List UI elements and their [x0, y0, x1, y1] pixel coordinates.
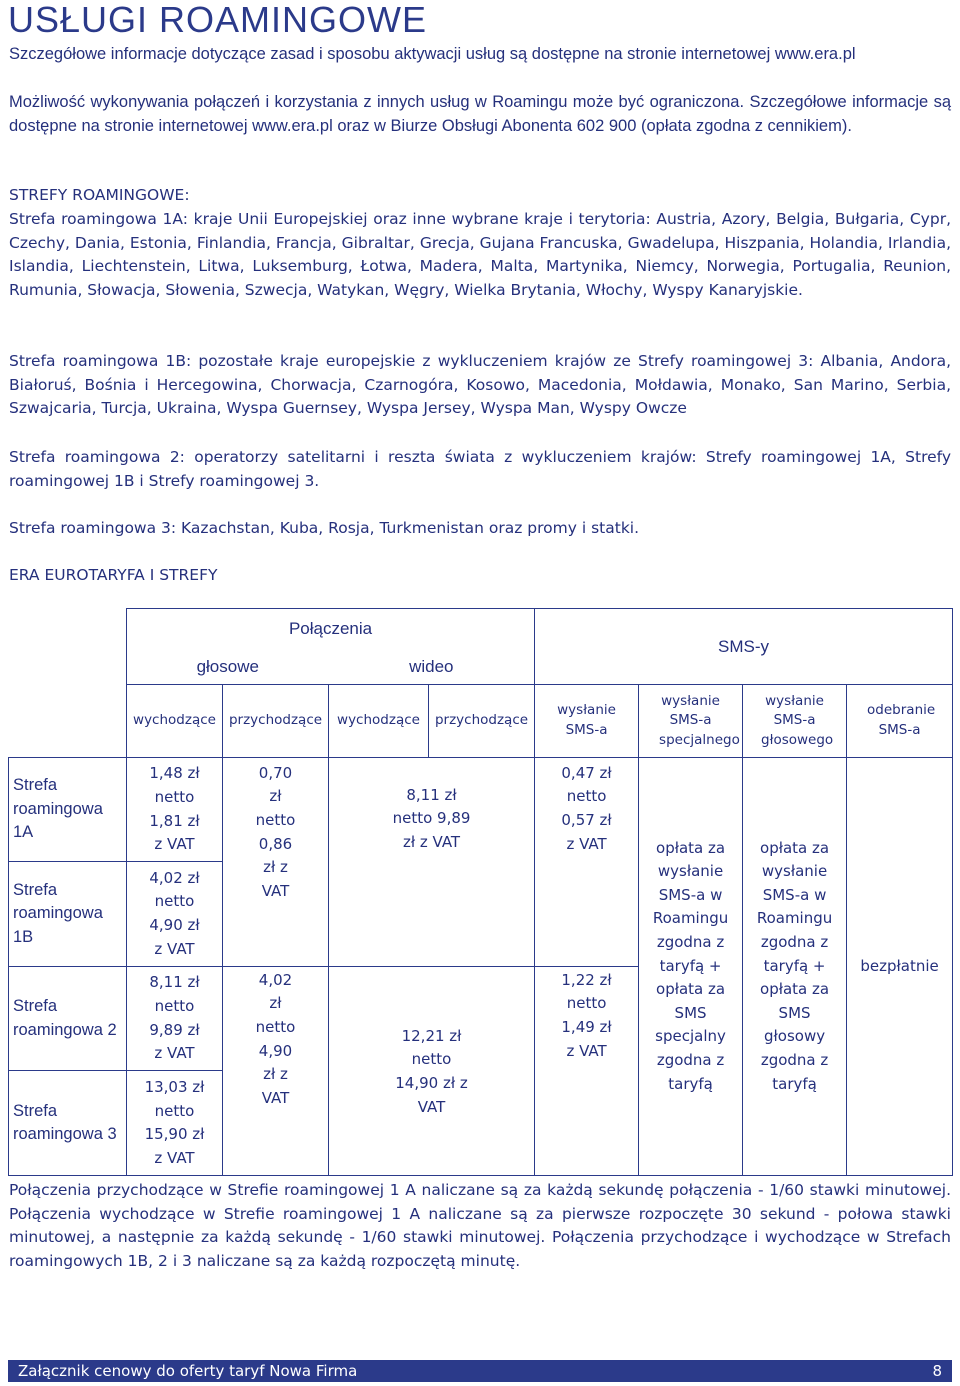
table-corner	[9, 609, 127, 758]
voice-outgoing-2: 8,11 zł netto 9,89 zł z VAT	[127, 966, 223, 1071]
zone-3-label: Strefa roamingowa 3	[9, 1071, 127, 1176]
page-title: USŁUGI ROAMINGOWE	[8, 0, 428, 40]
zone-1a-description: Strefa roamingowa 1A: kraje Unii Europejskiej oraz inne wybrane kraje i terytoria: Austria, Azory, Belgia, Bułgaria, Cypr, Czechy, Dania, Estonia, Finlandia, Francja, Gibraltar, Grecja, Gujana Francuska, Gwadelupa, Hiszpania, Holandia, Irlandia, Islandia, Liechtenstein, Litwa, Luksemburg, Łotwa, Madera, Malta, Martynika, Niemcy, Norwegia, Portugalia, Reunion, Rumunia, Słowacja, Słowenia, Szwecja, Watykan, Węgry, Wielka Brytania, Włochy, Wyspy Kanaryjskie.	[9, 210, 951, 299]
voice-outgoing-1b: 4,02 zł netto 4,90 zł z VAT	[127, 862, 223, 967]
zone-1b-label: Strefa roamingowa 1B	[9, 862, 127, 967]
zone-2-description: Strefa roamingowa 2: operatorzy satelitarni i reszta świata z wykluczeniem krajów: Strefy roamingowej 1A, Strefy roamingowej 1B i Strefy roamingowej 3.	[9, 448, 951, 490]
header-sms-special: wysłanie SMS-a specjalnego	[639, 685, 743, 757]
header-polaczenia: Połączenia	[127, 609, 535, 649]
header-wideo: wideo	[329, 649, 535, 685]
voice-incoming-2-3: 4,02 zł netto 4,90 zł z VAT	[223, 966, 329, 1175]
header-voice-outgoing: wychodzące	[127, 685, 223, 757]
billing-note: Połączenia przychodzące w Strefie roamingowej 1 A naliczane są za każdą sekundę połączenia - 1/60 stawki minutowej. Połączenia wychodzące w Strefie roamingowej 1 A naliczane są za pierwsze rozpoczęte 30 sekund - połowa stawki minutowej, a następnie za każdą sekundę - 1/60 stawki minutowej. Połączenia przychodzące i wychodzące w Strefach roamingowych 1B, 2 i 3 naliczane są za każdą rozpoczętą minutę.	[9, 1181, 951, 1270]
sms-receive-price: bezpłatnie	[847, 757, 953, 1175]
header-smsy: SMS-y	[535, 609, 953, 685]
video-1a-1b: 8,11 zł netto 9,89 zł z VAT	[329, 757, 535, 966]
header-glosowe: głosowe	[127, 649, 329, 685]
header-sms-receive: odebranie SMS-a	[847, 685, 953, 757]
sms-send-1a-1b: 0,47 zł netto 0,57 zł z VAT	[535, 757, 639, 966]
page-number: 8	[932, 1362, 942, 1380]
tariff-table	[8, 608, 953, 1176]
zone-1b-description: Strefa roamingowa 1B: pozostałe kraje europejskie z wykluczeniem krajów ze Strefy roamingowej 3: Albania, Andora, Białoruś, Bośnia i Hercegowina, Chorwacja, Czarnogóra, Kosowo, Macedonia, Mołdawia, Monako, San Marino, Serbia, Szwajcaria, Turcja, Ukraina, Wyspa Guernsey, Wyspa Jersey, Wyspa Man, Wyspy Owcze	[9, 352, 951, 418]
footer-text: Załącznik cenowy do oferty taryf Nowa Firma	[18, 1362, 358, 1380]
header-sms-send: wysłanie SMS-a	[535, 685, 639, 757]
voice-outgoing-1a: 1,48 zł netto 1,81 zł z VAT	[127, 757, 223, 862]
sms-send-2-3: 1,22 zł netto 1,49 zł z VAT	[535, 966, 639, 1175]
header-video-incoming: przychodzące	[429, 685, 535, 757]
video-2-3: 12,21 zł netto 14,90 zł z VAT	[329, 966, 535, 1175]
zones-heading: STREFY ROAMINGOWE:	[9, 186, 190, 204]
table-title: ERA EUROTARYFA I STREFY	[9, 566, 218, 584]
voice-incoming-1a-1b: 0,70 zł netto 0,86 zł z VAT	[223, 757, 329, 966]
zone-2-label: Strefa roamingowa 2	[9, 966, 127, 1071]
header-voice-incoming: przychodzące	[223, 685, 329, 757]
header-sms-voice: wysłanie SMS-a głosowego	[743, 685, 847, 757]
sms-voice-price: opłata za wysłanie SMS-a w Roamingu zgodna z taryfą + opłata za SMS głosowy zgodna z taryfą	[743, 757, 847, 1175]
info-paragraph-2: Możliwość wykonywania połączeń i korzystania z innych usług w Roamingu może być ograniczona. Szczegółowe informacje są dostępne na stronie internetowej www.era.pl oraz w Biurze Obsługi Abonenta 602 900 (opłata zgodna z cennikiem).	[9, 93, 951, 135]
sms-special-price: opłata za wysłanie SMS-a w Roamingu zgodna z taryfą + opłata za SMS specjalny zgodna z taryfą	[639, 757, 743, 1175]
header-video-outgoing: wychodzące	[329, 685, 429, 757]
voice-outgoing-3: 13,03 zł netto 15,90 zł z VAT	[127, 1071, 223, 1176]
zone-1a-label: Strefa roamingowa 1A	[9, 757, 127, 862]
info-paragraph-1: Szczegółowe informacje dotyczące zasad i sposobu aktywacji usług są dostępne na stronie internetowej www.era.pl	[9, 45, 856, 63]
footer-bar	[8, 1360, 952, 1382]
zone-3-description: Strefa roamingowa 3: Kazachstan, Kuba, Rosja, Turkmenistan oraz promy i statki.	[9, 519, 640, 537]
